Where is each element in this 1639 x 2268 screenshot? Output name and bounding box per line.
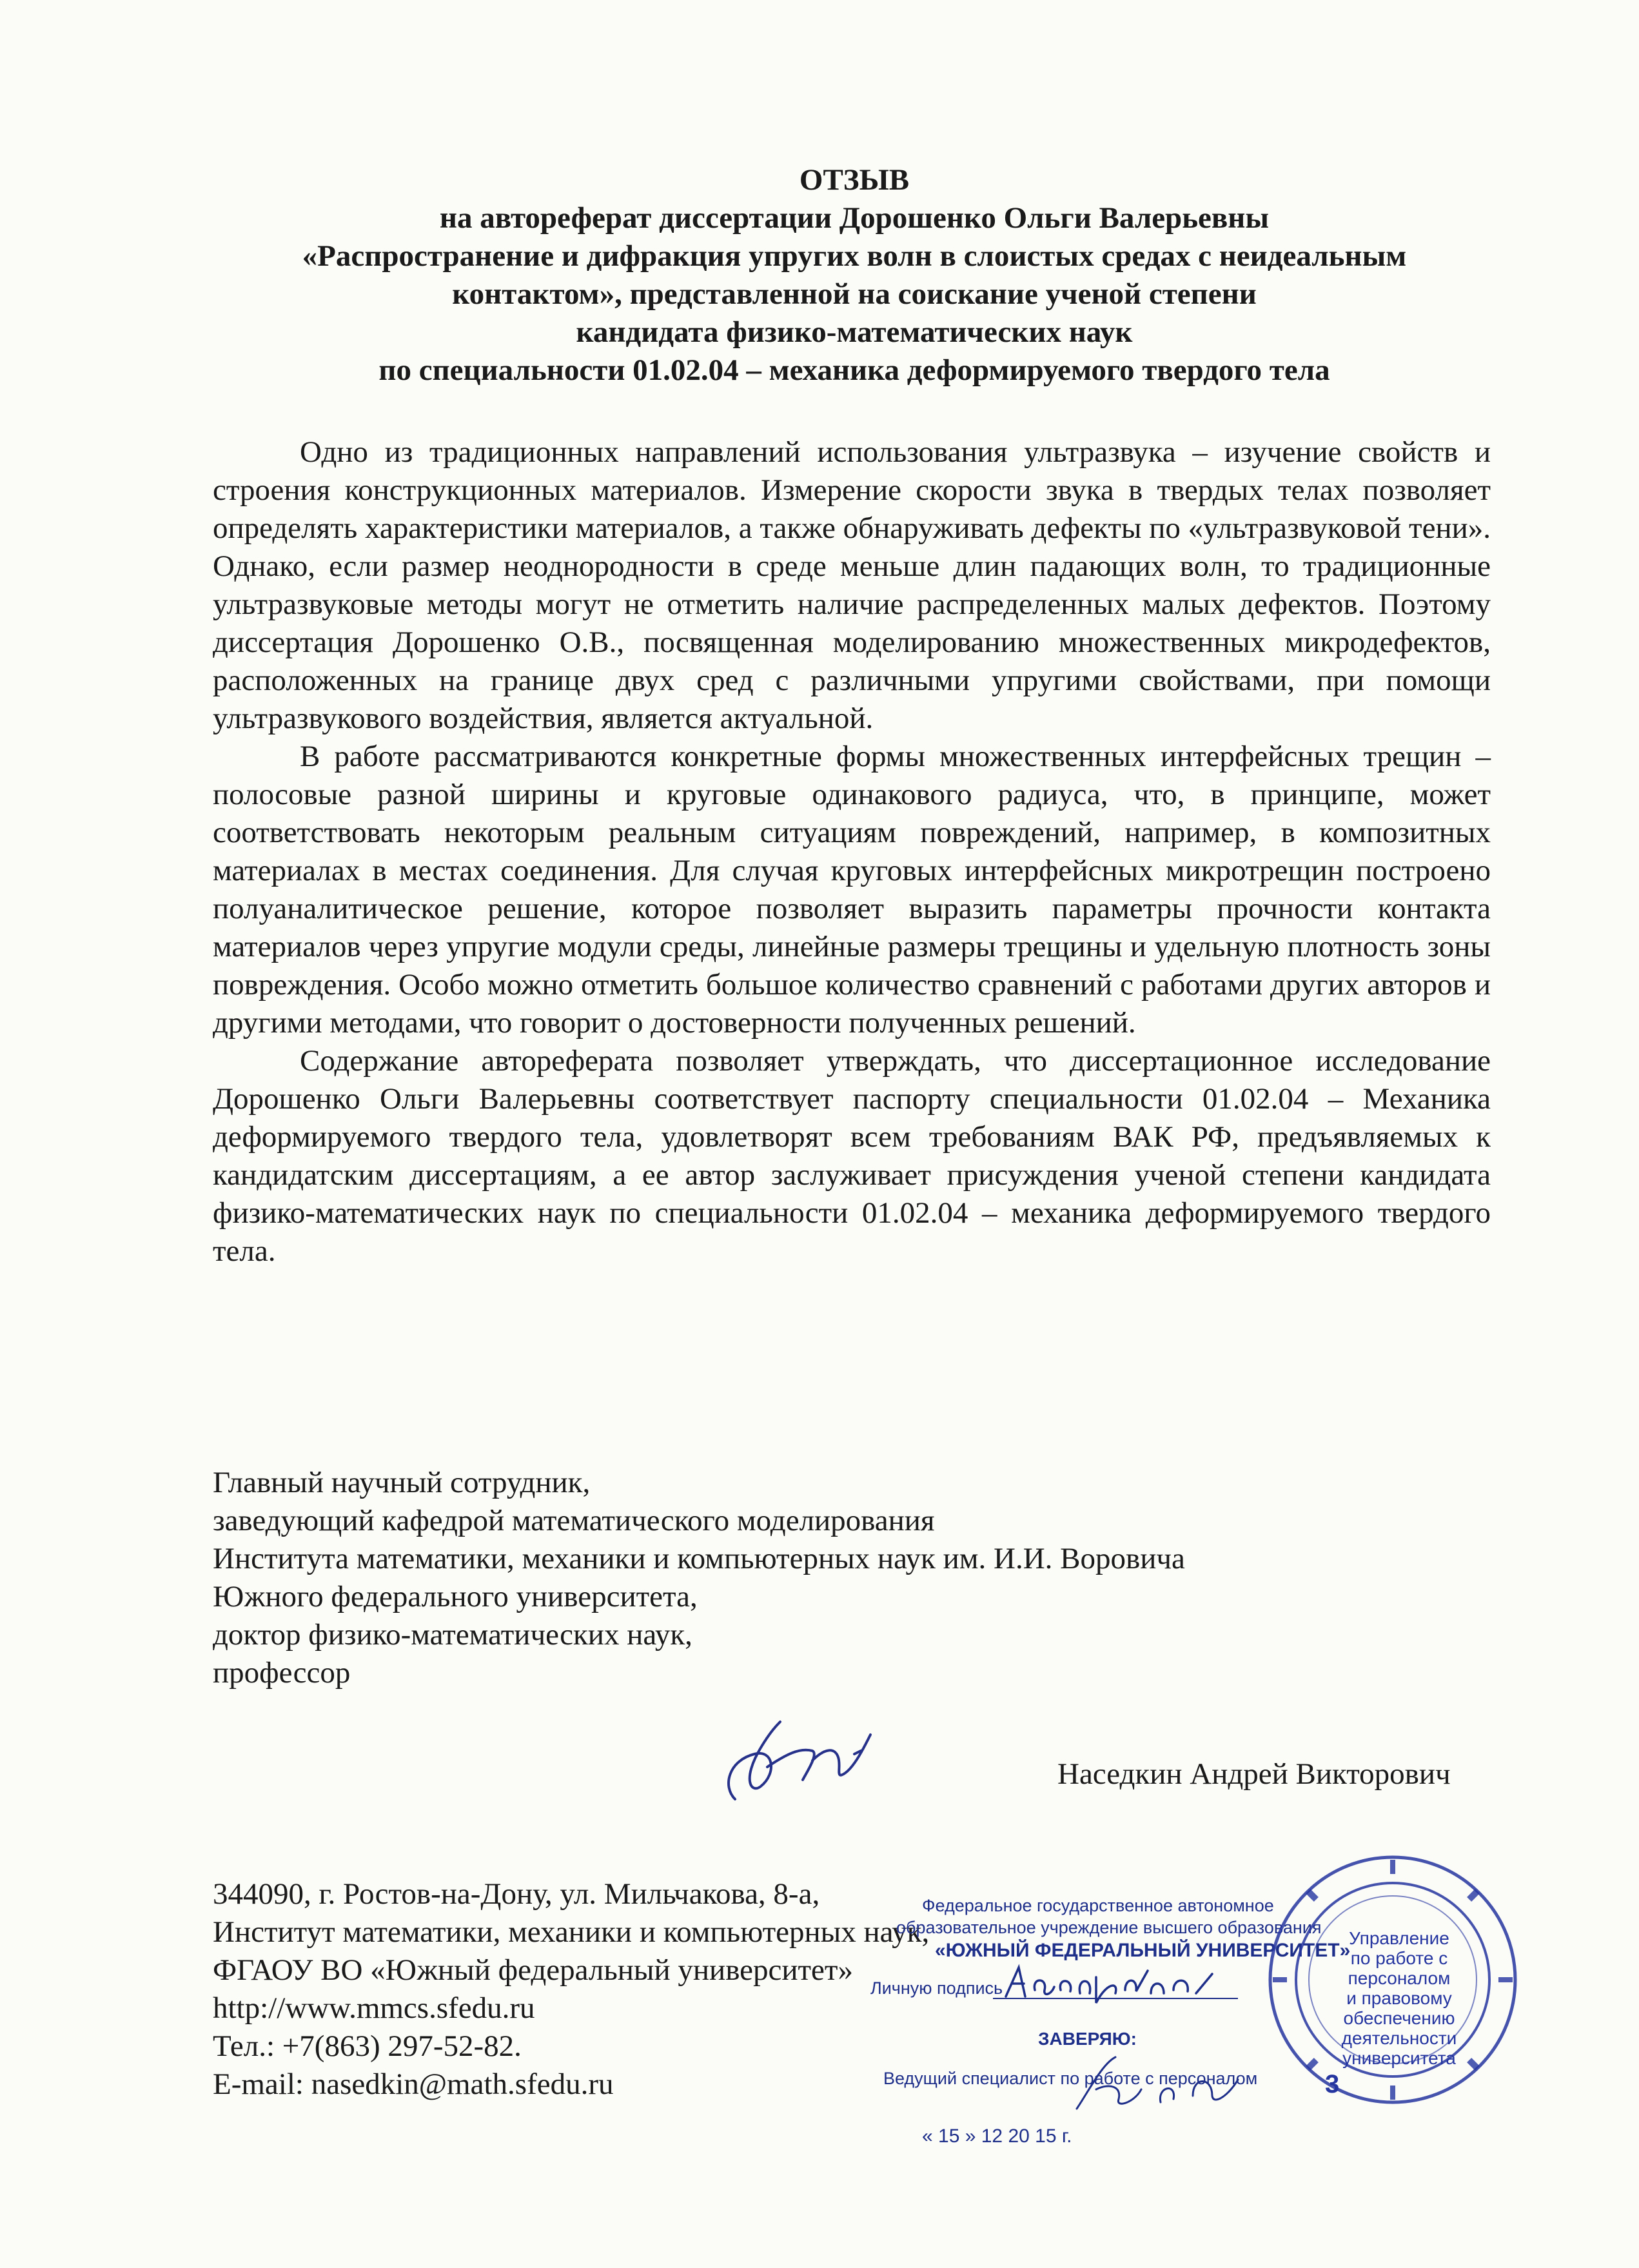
subtitle-line: по специальности 01.02.04 – механика деформируемого твердого тела <box>378 353 1330 387</box>
position-line: профессор <box>213 1656 351 1690</box>
subtitle-line: кандидата физико-математических наук <box>576 315 1133 349</box>
position-line: Главный научный сотрудник, <box>213 1466 591 1499</box>
cert-handwritten-name <box>999 1958 1232 2009</box>
contact-university: ФГАОУ ВО «Южный федеральный университет» <box>213 1953 853 1987</box>
seal-center-text: Управление по работе с персоналом и правовому обеспечению деятельности университета <box>1341 1928 1457 2068</box>
contact-email-link[interactable]: E-mail: nasedkin@math.sfedu.ru <box>213 2067 614 2101</box>
paragraph-relevance: Одно из традиционных направлений использования ультразвука – изучение свойств и строения конструкционных материалов. Измерение скорости звука в твердых телах позволяет определять характеристики материалов, а также обнаруживать дефекты по «ультразвуковой тени». Однако, если размер неоднородности в среде меньше длин падающих волн, то традиционные ультразвуковые методы могут не отметить наличие распределенных малых дефектов. Поэтому диссертация Дорошенко О.В., посвященная моделированию множественных микродефектов, расположенных на границе двух сред с различными упругими свойствами, при помощи ультразвукового воздействия, является актуальной. <box>213 435 1491 735</box>
cert-signature-label: Личную подпись <box>870 1978 1003 1998</box>
seal-number: 3 <box>1325 2070 1340 2098</box>
contact-website-link[interactable]: http://www.mmcs.sfedu.ru <box>213 1991 535 2025</box>
cert-org-line: образовательное учреждение высшего образования <box>896 1918 1322 1937</box>
subtitle-line: на автореферат диссертации Дорошенко Ольги Валерьевны <box>439 201 1270 235</box>
cert-org-name: «ЮЖНЫЙ ФЕДЕРАЛЬНЫЙ УНИВЕРСИТЕТ» <box>935 1940 1351 1961</box>
position-line: Южного федерального университета, <box>213 1580 698 1613</box>
subtitle-line: контактом», представленной на соискание ученой степени <box>452 277 1257 311</box>
signatory-position <box>213 1464 1491 1692</box>
signatory-name: Наседкин Андрей Викторович <box>1057 1757 1451 1791</box>
contact-institute: Институт математики, механики и компьютерных наук, <box>213 1915 930 1949</box>
cert-specialist-label: Ведущий специалист по работе с персоналом <box>883 2069 1258 2088</box>
paragraph-content: В работе рассматриваются конкретные формы множественных интерфейсных трещин – полосовые разной ширины и круговые одинакового радиуса, что, в принципе, может соответствовать некоторым реальным ситуациям повреждений, например, в композитных материалах в местах соединения. Для случая круговых интерфейсных микротрещин построено полуаналитическое решение, которое позволяет выразить параметры прочности контакта материалов через упругие модули среды, линейные размеры трещины и удельную плотность зоны повреждения. Особо можно отметить большое количество сравнений с работами других авторов и другими методами, что говорит о достоверности полученных решений. <box>213 740 1491 1040</box>
signature-certification <box>851 1896 1351 2173</box>
contact-address: 344090, г. Ростов-на-Дону, ул. Мильчакова, 8-а, <box>213 1877 820 1911</box>
contact-phone: Тел.: +7(863) 297-52-82. <box>213 2029 522 2063</box>
review-body <box>213 433 1491 1270</box>
document-title: ОТЗЫВ <box>799 163 910 197</box>
cert-date: « 15 » 12 20 15 г. <box>922 2125 1072 2147</box>
handwritten-signature <box>716 1709 883 1812</box>
position-line: Института математики, механики и компьютерных наук им. И.И. Воровича <box>213 1542 1185 1575</box>
subtitle-line: «Распространение и дифракция упругих волн в слоистых средах с неидеальным <box>302 239 1407 273</box>
position-line: доктор физико-математических наук, <box>213 1618 692 1652</box>
cert-specialist-signature <box>1064 2051 1257 2122</box>
cert-confirm-label: ЗАВЕРЯЮ: <box>1038 2029 1137 2049</box>
paragraph-conclusion: Содержание автореферата позволяет утверждать, что диссертационное исследование Дорошенко Ольги Валерьевны соответствует паспорту специальности 01.02.04 – Механика деформируемого твердого тела, удовлетворят всем требованиям ВАК РФ, предъявляемых к кандидатским диссертациям, а ее автор заслуживает присуждения ученой степени кандидата физико-математических наук по специальности 01.02.04 – механика деформируемого твердого тела. <box>213 1044 1491 1268</box>
document-header <box>213 161 1496 390</box>
position-line: заведующий кафедрой математического моделирования <box>213 1504 935 1537</box>
cert-org-line: Федеральное государственное автономное <box>922 1896 1274 1915</box>
